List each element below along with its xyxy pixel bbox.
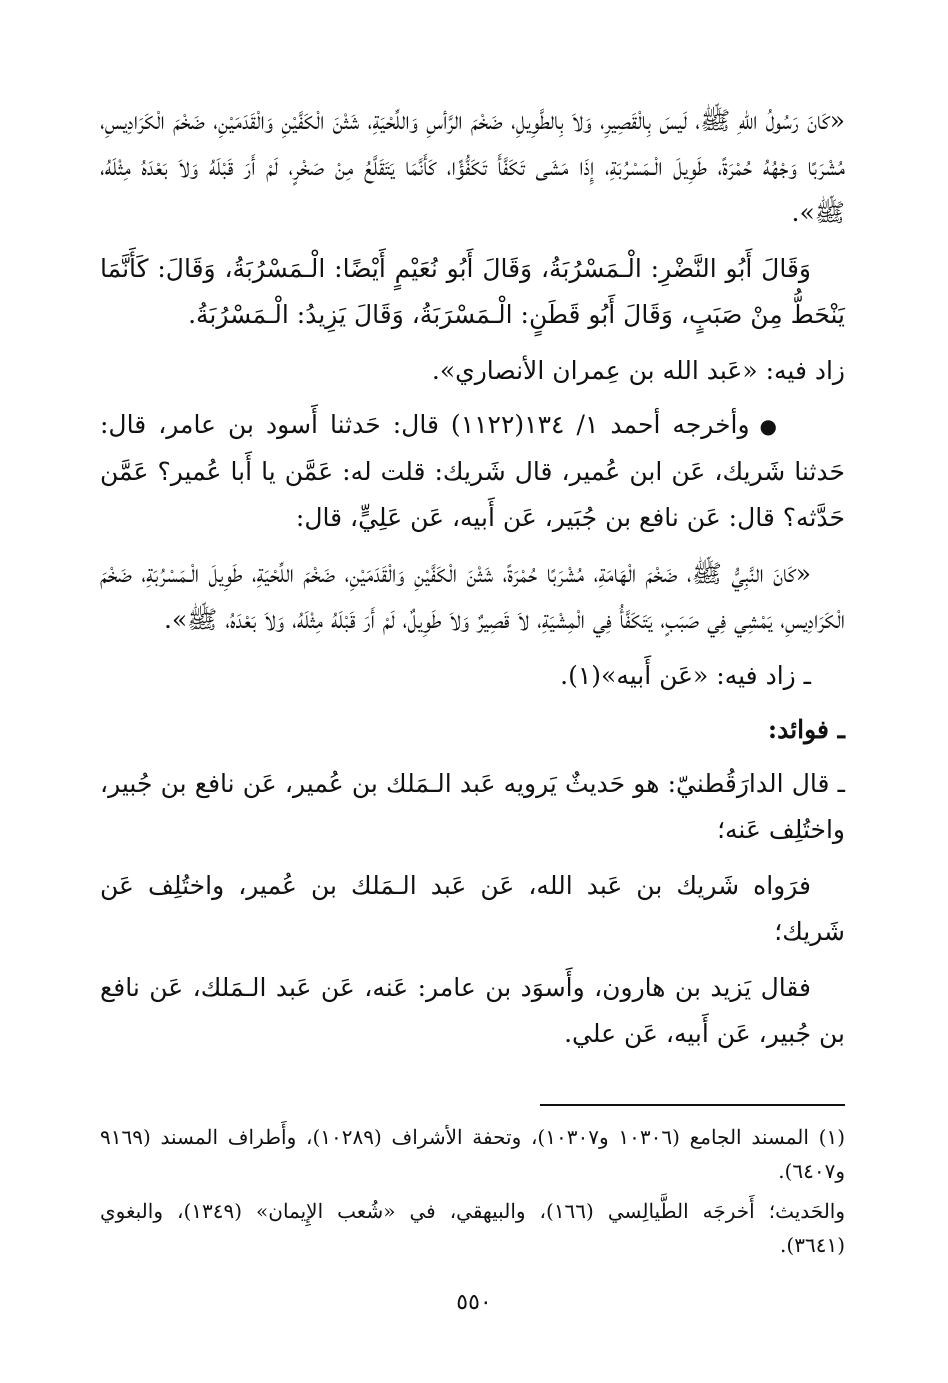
footnote-1: (١) المسند الجامع (١٠٣٠٦ و١٠٣٠٧)، وتحفة الأشراف (١٠٢٨٩)، وأَطراف المسند (٩١٦٩ و٦٤٠٧). (100, 1125, 846, 1183)
hadith-text-2: «كَانَ النَّبِيُّ ﷺ، ضَخْمَ الْهَامَةِ، مُشْرَبًا حُمْرَةً، شَثْنَ الْكَفَّيْنِ وَالْقَدَمَيْنِ، ضَخْمَ اللِّحْيَةِ، طَوِيلَ الْـمَسْرُبَةِ، ضَخْمَ الْكَرَادِيسِ، يَمْشِي فِي صَبَبٍ، يَتَكَفَّأُ فِي الْمِشْيَةِ، لاَ قَصِيرٌ وَلاَ طَوِيلٌ، لَمْ أَرَ قَبْلَهُ مِثْلَهُ، وَلاَ بَعْدَهُ، ﷺ». (100, 559, 845, 634)
footnotes (100, 1120, 845, 1268)
addition-note: زاد فيه: «عَبد الله بن عِمران الأنصاري». (431, 356, 845, 385)
benefits-heading: ـ فوائد: (767, 715, 845, 744)
sharik-note: فرَواه شَريك بن عَبد الله، عَن عَبد الـمَلك بن عُمير، واختُلِف عَن شَريك؛ (100, 871, 845, 946)
page-number: ٥٥٠ (456, 1290, 492, 1315)
daraqutni-note: ـ قال الدارَقُطنيّ: هو حَديثٌ يَرويه عَبد الـمَلك بن عُمير، عَن نافع بن جُبير، واختُلِف عَنه؛ (100, 769, 845, 844)
bullet-icon: ● (759, 414, 777, 438)
footnote-divider (540, 1104, 845, 1106)
yazid-note: فقال يَزيد بن هارون، وأَسوَد بن عامر: عَنه، عَن عَبد الـمَلك، عَن نافع بن جُبير، عَن أَبيه، عَن علي. (100, 973, 845, 1048)
takhrij-paragraph (100, 402, 845, 541)
addition-note-2: ـ زاد فيه: «عَن أَبيه»(١). (560, 661, 811, 690)
narrator-notes: وَقَالَ أَبُو النَّضْرِ: الْـمَسْرُبَةُ، وَقَالَ أَبُو نُعَيْمٍ أَيْضًا: الْـمَسْرُبَةُ، وَقَالَ: كَأَنَّمَا يَنْحَطُّ مِنْ صَبَبٍ، وَقَالَ أَبُو قَطَنٍ: الْـمَسْرَبَةُ، وَقَالَ يَزِيدُ: الْـمَسْرُبَةُ. (100, 254, 845, 329)
footnote-2: والحَديث؛ أَخرجَه الطَّيالِسي (١٦٦)، والبيهقي، في «شُعب الإِيمان» (١٣٤٩)، والبغوي (٣٦٤١). (100, 1199, 845, 1257)
takhrij-text: وأخرجه أحمد ١/ ١٣٤(١١٢٢) قال: حَدثنا أَسود بن عامر، قال: حَدثنا شَريك، عَن ابن عُمير، قال شَريك: قلت له: عَمَّن يا أَبا عُمير؟ عَمَّن حَدَّثه؟ قال: عَن نافع بن جُبَير، عَن أَبيه، عَن عَلِيٍّ، قال: (100, 410, 845, 532)
main-text (100, 98, 845, 1067)
hadith-text-1: «كَانَ رَسُولُ اللهِ ﷺ، لَيسَ بِالْقَصِيرِ، وَلاَ بِالطَّوِيلِ، ضَخْمَ الرَّأسِ وَاللِّحْيَةِ، شَثْنَ الْكَفَّيْنِ وَالْقَدَمَيْنِ، ضَخْمَ الْكَرَادِيسِ، مُشْرَبًا وَجْهُهُ حُمْرَةً، طَوِيلَ الْـمَسْرُبَةِ، إِذَا مَشَى تَكَفَّأَ تَكَفُّؤًا، كَأَنَّمَا يَتَقَلَّعُ مِنْ صَخْرٍ، لَمْ أَرَ قَبْلَهُ وَلاَ بَعْدَهُ مِثْلَهُ، ﷺ». (100, 106, 845, 227)
